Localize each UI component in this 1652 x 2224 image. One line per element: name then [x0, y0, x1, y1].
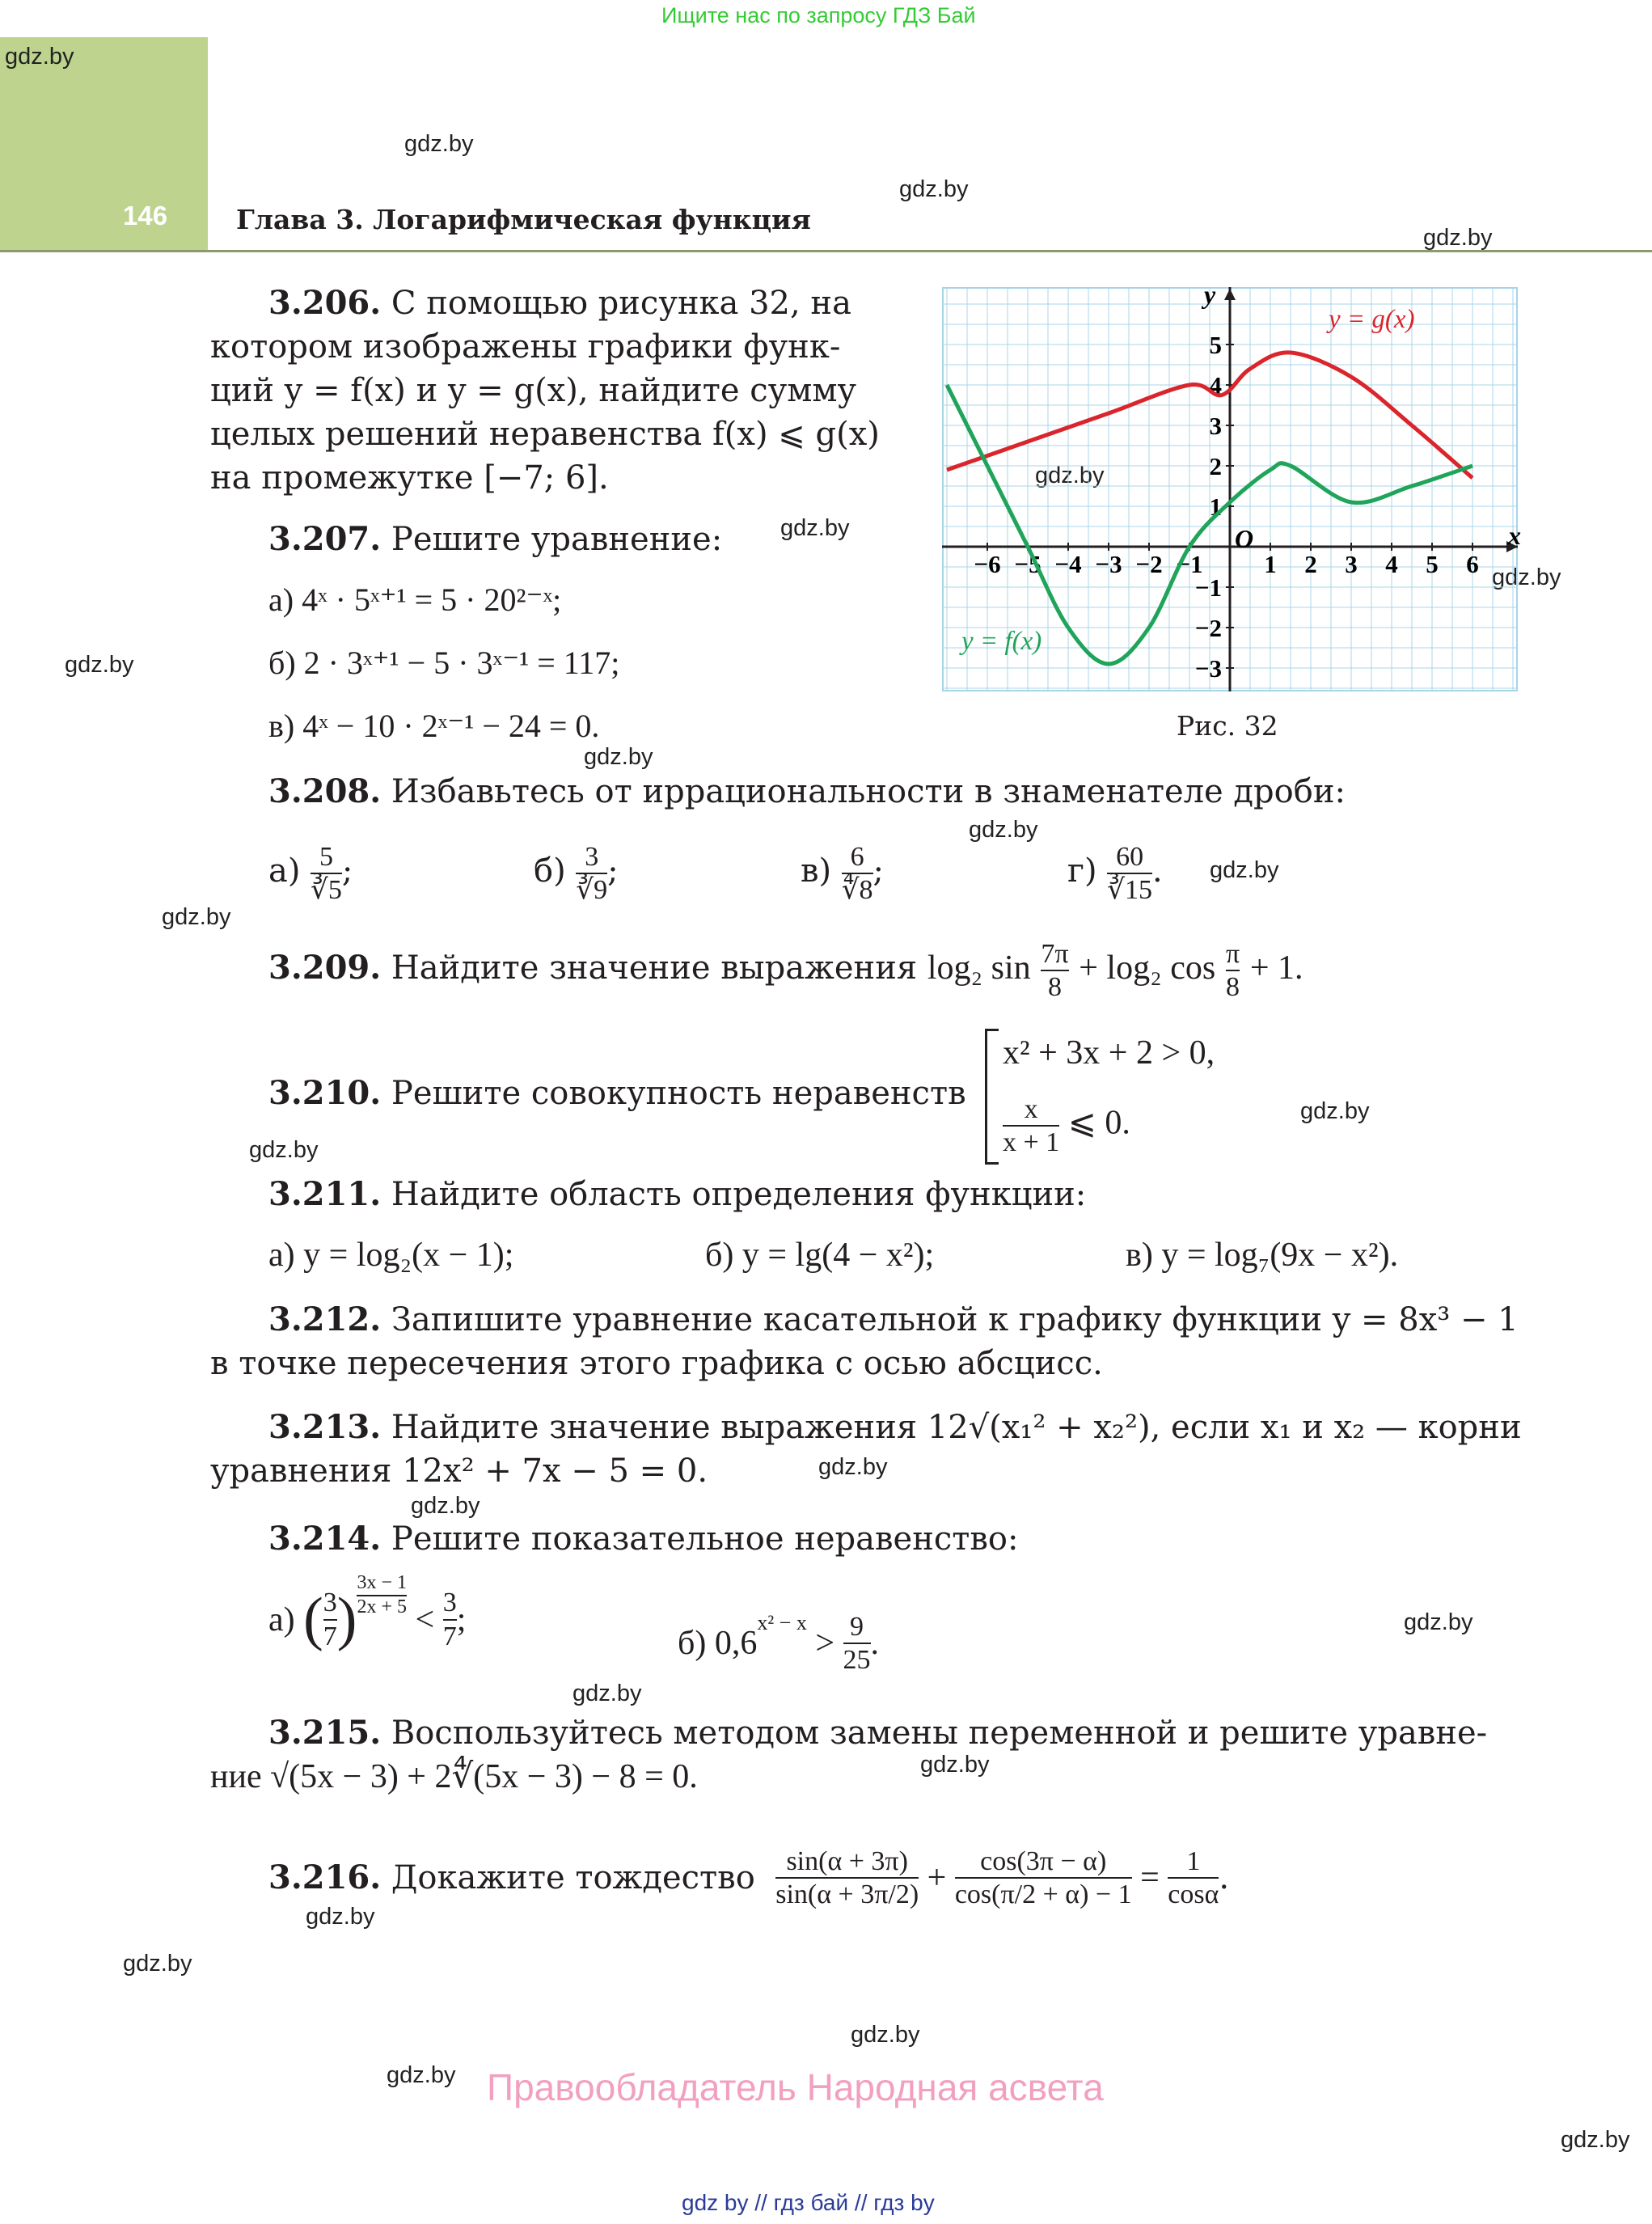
watermark: gdz.by	[1423, 225, 1493, 251]
watermark: gdz.by	[1300, 1098, 1370, 1124]
header-divider	[0, 250, 1652, 252]
watermark: gdz.by	[969, 817, 1038, 843]
numerator: 3x − 1	[357, 1571, 407, 1593]
system-bracket	[985, 1029, 999, 1165]
watermark: gdz.by	[572, 1681, 642, 1706]
x-tick-label: 3	[1345, 550, 1358, 578]
denominator: sin(α + 3π/2)	[775, 1877, 919, 1910]
watermark: gdz.by	[584, 744, 653, 770]
numerator: 3	[585, 842, 599, 872]
problem-3-207	[268, 518, 722, 561]
x-tick-label: 2	[1304, 550, 1317, 578]
problem-number: 3.211.	[268, 1175, 382, 1213]
problem-text: ций y = f(x) и y = g(x), найдите сумму	[210, 372, 856, 409]
inequality-a: а) ( $\frac{3}{7}$ ) $\frac{3x - 1}{2x + 5}$ < $\frac{3}{7}$ ;	[268, 1571, 467, 1652]
exponent: x² − x	[757, 1611, 807, 1634]
footer-links[interactable]: gdz by // гдз бай // гдз by	[682, 2190, 935, 2215]
watermark: gdz.by	[920, 1752, 990, 1778]
denominator: 25	[843, 1643, 871, 1676]
problem-text: Найдите значение выражения	[391, 949, 918, 987]
watermark: gdz.by	[123, 1951, 192, 1977]
denominator: ∜8	[842, 873, 873, 906]
fraction-item-a	[268, 841, 353, 906]
numerator: 1	[1186, 1846, 1201, 1876]
x-tick-label: −2	[1135, 550, 1163, 578]
y-tick-label: 2	[1209, 452, 1222, 480]
x-tick-label: −3	[1095, 550, 1122, 578]
denominator: cosα	[1168, 1877, 1219, 1910]
punct: ;	[872, 852, 884, 890]
denominator: cos(π/2 + α) − 1	[955, 1877, 1132, 1910]
problem-text: Найдите значение выражения 12√(x₁² + x₂²), если x₁ и x₂ — корни	[391, 1409, 1522, 1446]
numerator: x	[1024, 1094, 1038, 1124]
item-label: а)	[268, 1600, 295, 1638]
curve-f-label: y = f(x)	[961, 627, 1042, 656]
numerator: 3	[442, 1588, 457, 1618]
y-tick-label: −3	[1194, 654, 1222, 683]
denominator: x + 1	[1003, 1125, 1059, 1158]
numerator: 5	[319, 842, 333, 872]
inequality-2	[1003, 1093, 1130, 1158]
watermark: gdz.by	[387, 2062, 456, 2088]
page-number: 146	[123, 201, 168, 230]
curve-g-label: y = g(x)	[1329, 305, 1415, 334]
problem-number: 3.216.	[268, 1858, 382, 1897]
problem-text: Решите показательное неравенство:	[391, 1520, 1019, 1558]
problem-3-216: 3.216. Докажите тождество $\frac{\sin(\alpha + 3\pi)}{\sin(\alpha + 3\pi/2)}$ + $\frac{\cos(3\pi - \alpha)}{\cos(\pi/2 + \alpha) - 1}$ = $\frac{1}{\cos\alpha}$ .	[268, 1846, 1230, 1910]
inequality-b: б) 0,6 $^{x^2 - x}$ > $\frac{9}{25}$ .	[678, 1611, 880, 1676]
problem-3-208	[268, 770, 1346, 814]
punct: ;	[607, 852, 619, 890]
function-c: в) y = log₇(9x − x²).	[1126, 1237, 1399, 1274]
watermark: gdz.by	[851, 2022, 920, 2048]
problem-text: С помощью рисунка 32, на	[391, 285, 851, 322]
function-b: б) y = lg(4 − x²);	[705, 1237, 935, 1274]
watermark: gdz.by	[1035, 463, 1105, 488]
x-tick-label: −4	[1054, 550, 1082, 578]
watermark: gdz.by	[1404, 1609, 1473, 1635]
numerator: 3	[323, 1588, 337, 1618]
watermark: gdz.by	[1561, 2127, 1630, 2153]
problem-3-214	[268, 1517, 1018, 1561]
y-axis-label: y	[1204, 280, 1216, 309]
x-tick-label: 1	[1264, 550, 1277, 578]
watermark: gdz.by	[818, 1454, 888, 1480]
figure-32-graph	[942, 280, 1521, 691]
expr-part: + log₂ cos	[1079, 949, 1216, 987]
problem-number: 3.215.	[268, 1714, 382, 1752]
x-tick-label: −5	[1014, 550, 1041, 578]
expr-part: 0,6	[714, 1625, 758, 1663]
numerator: cos(3π − α)	[980, 1846, 1107, 1876]
problem-number: 3.207.	[268, 520, 382, 558]
watermark: gdz.by	[65, 652, 134, 678]
problem-number: 3.209.	[268, 949, 382, 987]
denominator: ∛5	[311, 873, 342, 906]
watermark: gdz.by	[162, 904, 231, 930]
x-tick-label: −6	[974, 550, 1001, 578]
problem-3-215	[210, 1711, 1487, 1799]
function-a: а) y = log₂(x − 1);	[268, 1237, 514, 1274]
problem-text: Найдите область определения функции:	[391, 1176, 1087, 1213]
top-search-banner[interactable]: Ищите нас по запросу ГДЗ Бай	[661, 3, 976, 27]
problem-text: Решите совокупность неравенств	[391, 1075, 966, 1112]
y-tick-label: 5	[1209, 331, 1222, 359]
denominator: 7	[443, 1619, 457, 1652]
denominator: 8	[1041, 970, 1068, 1003]
equation-a: а) 4ˣ · 5ˣ⁺¹ = 5 · 20²⁻ˣ;	[268, 581, 562, 618]
watermark: gdz.by	[404, 131, 474, 157]
problem-3-213	[210, 1406, 1522, 1493]
problem-number: 3.213.	[268, 1408, 382, 1446]
y-tick-label: 1	[1209, 493, 1222, 521]
denominator: 7	[323, 1619, 337, 1652]
numerator: 6	[850, 842, 864, 872]
watermark: gdz.by	[5, 44, 74, 70]
problem-text: ние √(5x − 3) + 2∜(5x − 3) − 8 = 0.	[210, 1758, 698, 1795]
rights-holder-text: Правообладатель Народная асвета	[487, 2066, 1104, 2108]
problem-3-206	[210, 281, 906, 500]
y-tick-label: 4	[1209, 371, 1222, 400]
problem-text: уравнения 12x² + 7x − 5 = 0.	[210, 1452, 708, 1490]
problem-number: 3.208.	[268, 772, 382, 810]
inequality-1: x² + 3x + 2 > 0,	[1003, 1034, 1215, 1072]
y-axis-arrow	[1224, 289, 1236, 300]
problem-text: в точке пересечения этого графика с осью абсцисс.	[210, 1345, 1103, 1382]
x-tick-label: 5	[1426, 550, 1439, 578]
chapter-title: Глава 3. Логарифмическая функция	[236, 204, 811, 235]
watermark: gdz.by	[899, 176, 969, 202]
numerator: sin(α + 3π)	[786, 1846, 908, 1876]
watermark: gdz.by	[306, 1904, 375, 1930]
expr-part: log₂ sin	[927, 949, 1031, 987]
problem-number: 3.206.	[268, 284, 382, 322]
numerator: 9	[850, 1612, 864, 1642]
watermark: gdz.by	[249, 1137, 319, 1163]
x-tick-label: 4	[1385, 550, 1398, 578]
problem-text: котором изображены графики функ-	[210, 328, 841, 366]
item-label: в)	[801, 852, 832, 890]
equation-c: в) 4ˣ − 10 · 2ˣ⁻¹ − 24 = 0.	[268, 708, 600, 744]
fraction-item-d	[1067, 841, 1163, 906]
watermark: gdz.by	[1210, 857, 1279, 883]
numerator: π	[1225, 939, 1240, 969]
expr-part: ⩽ 0.	[1067, 1104, 1130, 1142]
punct: ;	[341, 852, 353, 890]
item-label: б)	[678, 1625, 707, 1663]
y-tick-label: 3	[1209, 412, 1222, 440]
problem-text: целых решений неравенства f(x) ⩽ g(x)	[210, 416, 880, 453]
watermark: gdz.by	[411, 1493, 480, 1519]
item-label: г)	[1067, 852, 1097, 890]
problem-text: Решите уравнение:	[391, 521, 723, 558]
fraction-item-c	[801, 841, 884, 906]
numerator: 7π	[1041, 939, 1069, 969]
problem-number: 3.210.	[268, 1074, 382, 1112]
problem-3-209	[268, 938, 1303, 1003]
problem-3-212	[210, 1298, 1519, 1385]
punct: .	[1151, 852, 1163, 890]
x-tick-label: 6	[1466, 550, 1479, 578]
denominator: 8	[1226, 970, 1240, 1003]
fraction-item-b	[534, 841, 619, 906]
denominator: 2x + 5	[357, 1596, 407, 1617]
watermark: gdz.by	[1492, 564, 1561, 590]
origin-label: O	[1235, 524, 1254, 553]
figure-caption: Рис. 32	[1177, 710, 1278, 742]
denominator: ∛15	[1107, 873, 1152, 906]
watermark: gdz.by	[780, 515, 850, 541]
problem-text: Воспользуйтесь методом замены переменной и решите уравне-	[391, 1715, 1488, 1752]
problem-3-211	[268, 1173, 1086, 1216]
problem-text: на промежутке [−7; 6].	[210, 459, 609, 497]
numerator: 60	[1116, 842, 1144, 872]
x-axis-label: x	[1508, 521, 1521, 550]
item-label: а)	[268, 852, 301, 890]
expr-part: + 1.	[1249, 949, 1303, 987]
problem-text: Избавьтесь от иррациональности в знаменателе дроби:	[391, 773, 1346, 810]
problem-text: Запишите уравнение касательной к графику функции y = 8x³ − 1	[391, 1301, 1519, 1338]
x-tick-label: −1	[1176, 550, 1203, 578]
y-tick-label: −1	[1194, 573, 1222, 602]
item-label: б)	[534, 852, 566, 890]
equation-b: б) 2 · 3ˣ⁺¹ − 5 · 3ˣ⁻¹ = 117;	[268, 645, 620, 681]
y-tick-label: −2	[1194, 614, 1222, 642]
denominator: ∛9	[576, 873, 607, 906]
problem-number: 3.212.	[268, 1300, 382, 1338]
problem-3-210	[268, 1072, 966, 1115]
problem-number: 3.214.	[268, 1520, 382, 1558]
problem-text: Докажите тождество	[391, 1859, 755, 1897]
